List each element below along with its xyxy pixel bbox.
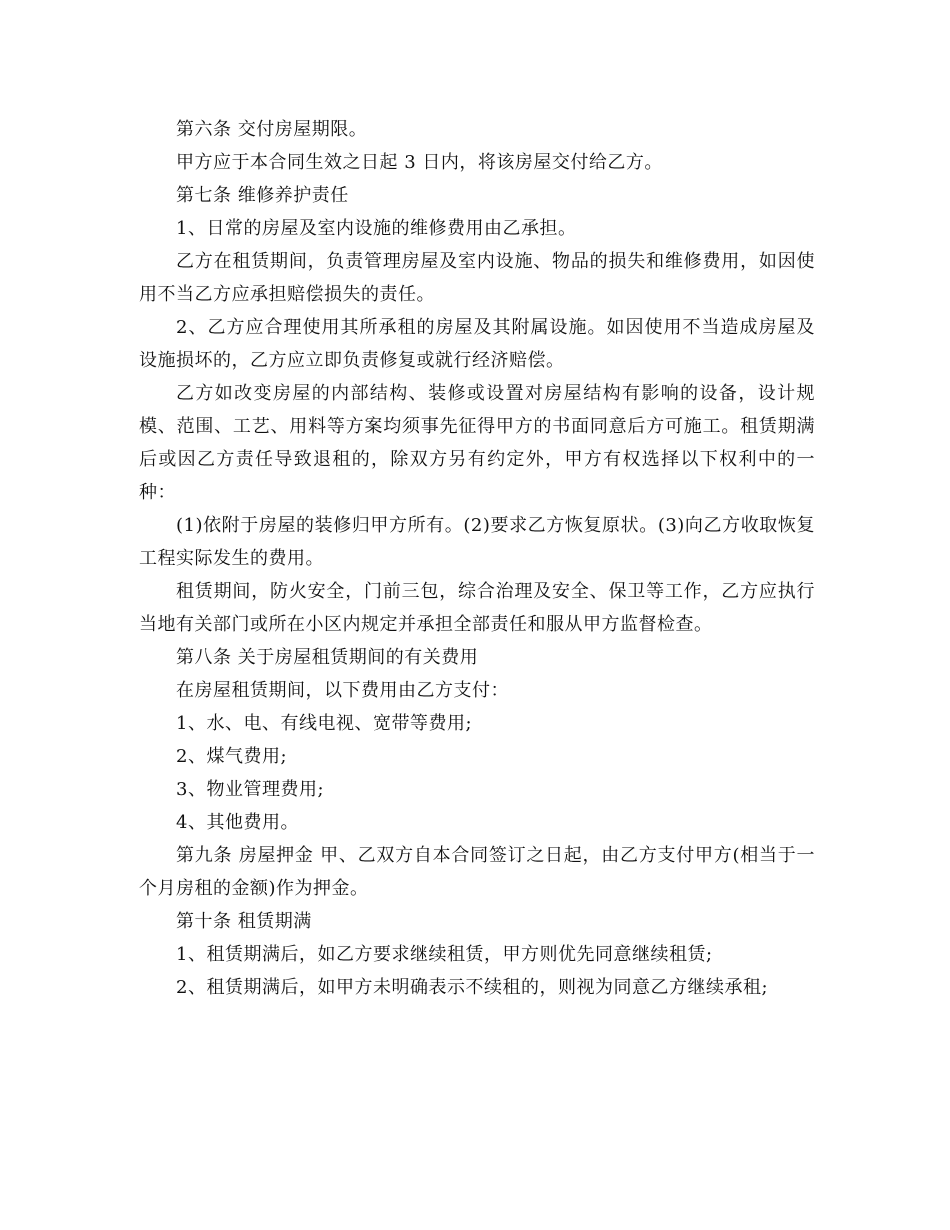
clause-6-heading: 第六条 交付房屋期限。 bbox=[176, 119, 368, 140]
clause-8-item-2: 2、煤气费用; bbox=[176, 746, 288, 767]
clause-8-item-1: 1、水、电、有线电视、宽带等费用; bbox=[176, 713, 473, 734]
clause-8-item-3: 3、物业管理费用; bbox=[176, 779, 325, 800]
clause-7-item-1: 1、日常的房屋及室内设施的维修费用由乙承担。 bbox=[176, 218, 577, 239]
clause-9-text: 第九条 房屋押金 甲、乙双方自本合同签订之日起，由乙方支付甲方(相当于一个月房租的金额)作为押金。 bbox=[139, 845, 815, 899]
clause-8-item-4: 4、其他费用。 bbox=[176, 812, 299, 833]
clause-10-heading: 第十条 租赁期满 bbox=[176, 911, 312, 932]
clause-7-item-1-detail: 乙方在租赁期间，负责管理房屋及室内设施、物品的损失和维修费用，如因使用不当乙方应承担赔偿损失的责任。 bbox=[139, 251, 815, 305]
document-body bbox=[139, 113, 815, 1004]
clause-7-item-2: 2、乙方应合理使用其所承租的房屋及其附属设施。如因使用不当造成房屋及设施损坏的，乙方应立即负责修复或就行经济赔偿。 bbox=[139, 317, 815, 371]
clause-8-heading: 第八条 关于房屋租赁期间的有关费用 bbox=[176, 647, 479, 668]
clause-7-safety: 租赁期间，防火安全，门前三包，综合治理及安全、保卫等工作，乙方应执行当地有关部门或所在小区内规定并承担全部责任和服从甲方监督检查。 bbox=[139, 581, 815, 635]
clause-7-item-2-detail: 乙方如改变房屋的内部结构、装修或设置对房屋结构有影响的设备，设计规模、范围、工艺、用料等方案均须事先征得甲方的书面同意后方可施工。租赁期满后或因乙方责任导致退租的，除双方另有约定外，甲方有权选择以下权利中的一种： bbox=[139, 383, 815, 503]
clause-7-heading: 第七条 维修养护责任 bbox=[176, 185, 349, 206]
clause-10-item-1: 1、租赁期满后，如乙方要求继续租赁，甲方则优先同意继续租赁; bbox=[176, 944, 713, 965]
clause-6-text: 甲方应于本合同生效之日起 3 日内，将该房屋交付给乙方。 bbox=[176, 152, 663, 173]
clause-8-intro: 在房屋租赁期间，以下费用由乙方支付： bbox=[176, 680, 509, 701]
clause-10-item-2: 2、租赁期满后，如甲方未明确表示不续租的，则视为同意乙方继续承租; bbox=[176, 977, 769, 998]
clause-7-options: (1)依附于房屋的装修归甲方所有。(2)要求乙方恢复原状。(3)向乙方收取恢复工程实际发生的费用。 bbox=[139, 515, 815, 569]
